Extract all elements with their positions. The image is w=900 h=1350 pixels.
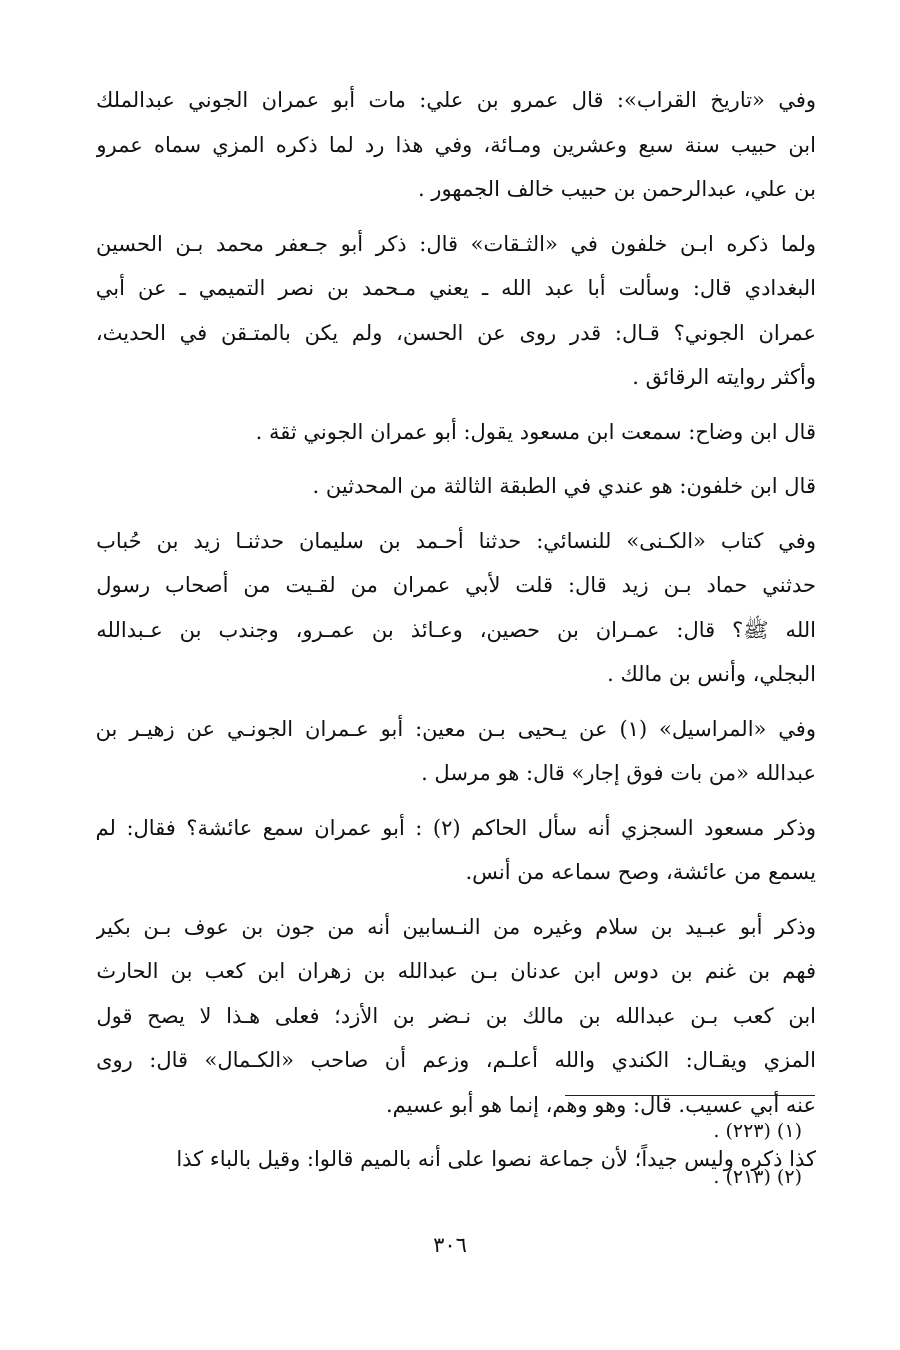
body-text — [96, 78, 816, 1182]
text-line: وفي «المراسيل» (١) عن يـحيى بـن معين: أبو عـمران الجونـي عن زهيـر بن — [96, 716, 816, 741]
text-line: وفي كتاب «الكـنى» للنسائي: حدثنا أحـمد بن سليمان حدثنـا زيد بن حُباب — [96, 528, 816, 553]
footnote-separator — [565, 1095, 815, 1096]
text-line: ابن كعب بـن عبدالله بن مالك بن نـضر بن الأزد؛ فعلى هـذا لا يصح قول — [96, 1003, 816, 1028]
text-line: وذكر مسعود السجزي أنه سأل الحاكم (٢) : أبو عمران سمع عائشة؟ فقال: لم — [96, 815, 816, 840]
text-line: ابن حبيب سنة سبع وعشرين ومـائة، وفي هذا رد لما ذكره المزي سماه عمرو — [96, 132, 816, 157]
text-line: عبدالله «من بات فوق إجار» قال: هو مرسل . — [421, 761, 816, 785]
text-line: وأكثر روايته الرقائق . — [632, 365, 816, 389]
text-line: كذا ذكره وليس جيداً؛ لأن جماعة نصوا على أنه بالميم قالوا: وقيل بالباء كذا — [176, 1147, 816, 1171]
text-line: ولما ذكره ابـن خلفون في «الثـقات» قال: ذكر أبو جـعفر محمد بـن الحسين — [96, 231, 816, 256]
text-line: المزي ويقـال: الكندي والله أعلـم، وزعم أن صاحب «الكـمال» قال: روى — [96, 1048, 816, 1072]
text-line: وفي «تاريخ القراب»: قال عمرو بن علي: مات أبو عمران الجوني عبدالملك — [96, 88, 816, 112]
text-line: البغدادي قال: وسألت أبا عبد الله ـ يعني مـحمد بن نصر التميمي ـ عن أبي — [96, 276, 816, 300]
text-line: بن علي، عبدالرحمن بن حبيب خالف الجمهور . — [417, 177, 816, 201]
footnote-1: (١) (٢٢٣) . — [713, 1120, 802, 1142]
text-line: قال ابن خلفون: هو عندي في الطبقة الثالثة من المحدثين . — [312, 474, 816, 498]
footnote-2: (٢) (٢١٣) . — [713, 1166, 802, 1188]
footnotes — [96, 1108, 802, 1200]
text-line: البجلي، وأنس بن مالك . — [607, 662, 816, 686]
text-line: قال ابن وضاح: سمعت ابن مسعود يقول: أبو عمران الجوني ثقة . — [255, 419, 816, 444]
text-line: الله ﷺ؟ قال: عمـران بن حصين، وعـائذ بن عمـرو، وجندب بن عـبدالله — [96, 617, 816, 642]
page-number: ٣٠٦ — [433, 1233, 467, 1257]
text-line: فهم بن غنم بن دوس ابن عدنان بـن عبدالله بن زهران ابن كعب بن الحارث — [96, 959, 816, 983]
text-line: عنه أبي عسيب. قال: وهو وهم، إنما هو أبو عسيم. — [385, 1092, 816, 1117]
text-line: وذكر أبو عبـيد بن سلام وغيره من النـسابين أنه من جون بن عوف بـن بكير — [96, 914, 816, 939]
text-line: عمران الجوني؟ قـال: قدر روى عن الحسن، ولم يكن بالمتـقن في الحديث، — [96, 320, 816, 345]
text-line: حدثني حماد بـن زيد قال: قلت لأبي عمران من لقـيت من أصحاب رسول — [96, 573, 816, 597]
text-line: يسمع من عائشة، وصح سماعه من أنس. — [465, 860, 816, 884]
